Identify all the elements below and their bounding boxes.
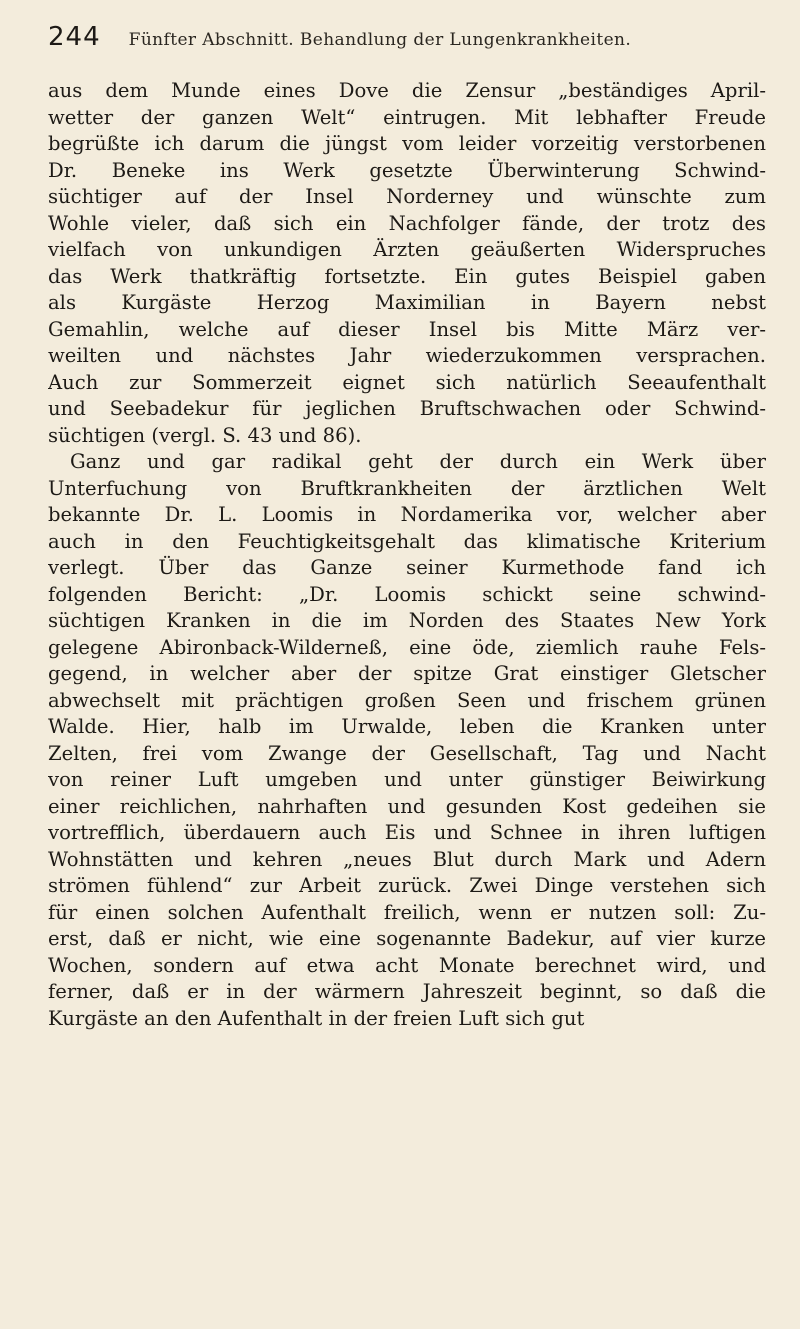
text-line: das Werk thatkräftig fortsetzte. Ein gutes Beispiel gaben bbox=[48, 264, 766, 288]
text-line: ferner, daß er in der wärmern Jahreszeit beginnt, so daß die bbox=[48, 980, 766, 1003]
text-line: von reiner Luft umgeben und unter günstiger Beiwirkung bbox=[48, 768, 766, 791]
text-line: Unterfuchung von Bruftkrankheiten der ärztlichen Welt bbox=[48, 476, 766, 500]
text-line: Auch zur Sommerzeit eignet sich natürlich Seeaufenthalt bbox=[48, 370, 766, 394]
text-line: Wohle vieler, daß sich ein Nachfolger fände, der trotz des bbox=[48, 211, 766, 235]
text-line: für einen solchen Aufenthalt freilich, wenn er nutzen soll: Zu- bbox=[48, 900, 766, 924]
text-line: aus dem Munde eines Dove die Zensur „beständiges April- bbox=[48, 79, 766, 102]
text-line: vortrefflich, überdauern auch Eis und Schnee in ihren luftigen bbox=[48, 821, 766, 844]
text-line: Zelten, frei vom Zwange der Gesellschaft, Tag und Nacht bbox=[48, 741, 766, 765]
text-line: Kurgäste an den Aufenthalt in der freien Luft sich gut bbox=[48, 1006, 585, 1030]
text-line: einer reichlichen, nahrhaften und gesunden Kost gedeihen sie bbox=[48, 794, 766, 818]
text-line: erst, daß er nicht, wie eine sogenannte Badekur, auf vier kurze bbox=[48, 927, 766, 950]
text-line: gegend, in welcher aber der spitze Grat einstiger Gletscher bbox=[48, 662, 766, 685]
text-line: Gemahlin, welche auf dieser Insel bis Mitte März ver- bbox=[48, 317, 766, 341]
text-line: bekannte Dr. L. Loomis in Nordamerika vor, welcher aber bbox=[48, 503, 766, 526]
text-line: vielfach von unkundigen Ärzten geäußerten Widerspruches bbox=[48, 238, 766, 261]
text-line: gelegene Abironback-Wilderneß, eine öde, ziemlich rauhe Fels- bbox=[48, 635, 766, 659]
text-line: und Seebadekur für jeglichen Bruftschwachen oder Schwind- bbox=[48, 397, 766, 420]
text-line: begrüßte ich darum die jüngst vom leider vorzeitig verstorbenen bbox=[48, 132, 766, 155]
text-line: verlegt. Über das Ganze seiner Kurmethode fand ich bbox=[48, 556, 766, 579]
text-line: Ganz und gar radikal geht der durch ein Werk über bbox=[70, 450, 766, 473]
text-line: auch in den Feuchtigkeitsgehalt das klimatische Kriterium bbox=[48, 529, 766, 553]
page-number: 244 bbox=[48, 22, 101, 52]
text-line: folgenden Bericht: „Dr. Loomis schickt seine schwind- bbox=[48, 582, 766, 606]
running-head: Fünfter Abschnitt. Behandlung der Lungenkrankheiten. bbox=[128, 30, 632, 50]
text-line: Wohnstätten und kehren „neues Blut durch Mark und Adern bbox=[48, 847, 766, 871]
text-line: Wochen, sondern auf etwa acht Monate berechnet wird, und bbox=[48, 953, 766, 977]
text-line: Dr. Beneke ins Werk gesetzte Überwinterung Schwind- bbox=[48, 158, 766, 182]
text-line: strömen fühlend“ zur Arbeit zurück. Zwei Dinge verstehen sich bbox=[48, 874, 766, 897]
body-text bbox=[48, 78, 766, 1032]
page-header bbox=[48, 22, 760, 62]
text-line: Walde. Hier, halb im Urwalde, leben die Kranken unter bbox=[48, 715, 766, 738]
text-line: süchtigen Kranken in die im Norden des Staates New York bbox=[48, 609, 766, 632]
text-line: süchtiger auf der Insel Norderney und wünschte zum bbox=[48, 185, 766, 208]
text-line: als Kurgäste Herzog Maximilian in Bayern nebst bbox=[48, 291, 766, 314]
text-line: weilten und nächstes Jahr wiederzukommen versprachen. bbox=[48, 344, 766, 367]
text-line: abwechselt mit prächtigen großen Seen und frischem grünen bbox=[48, 688, 766, 712]
text-line: süchtigen (vergl. S. 43 und 86). bbox=[48, 423, 362, 447]
text-line: wetter der ganzen Welt“ eintrugen. Mit lebhafter Freude bbox=[48, 105, 766, 129]
